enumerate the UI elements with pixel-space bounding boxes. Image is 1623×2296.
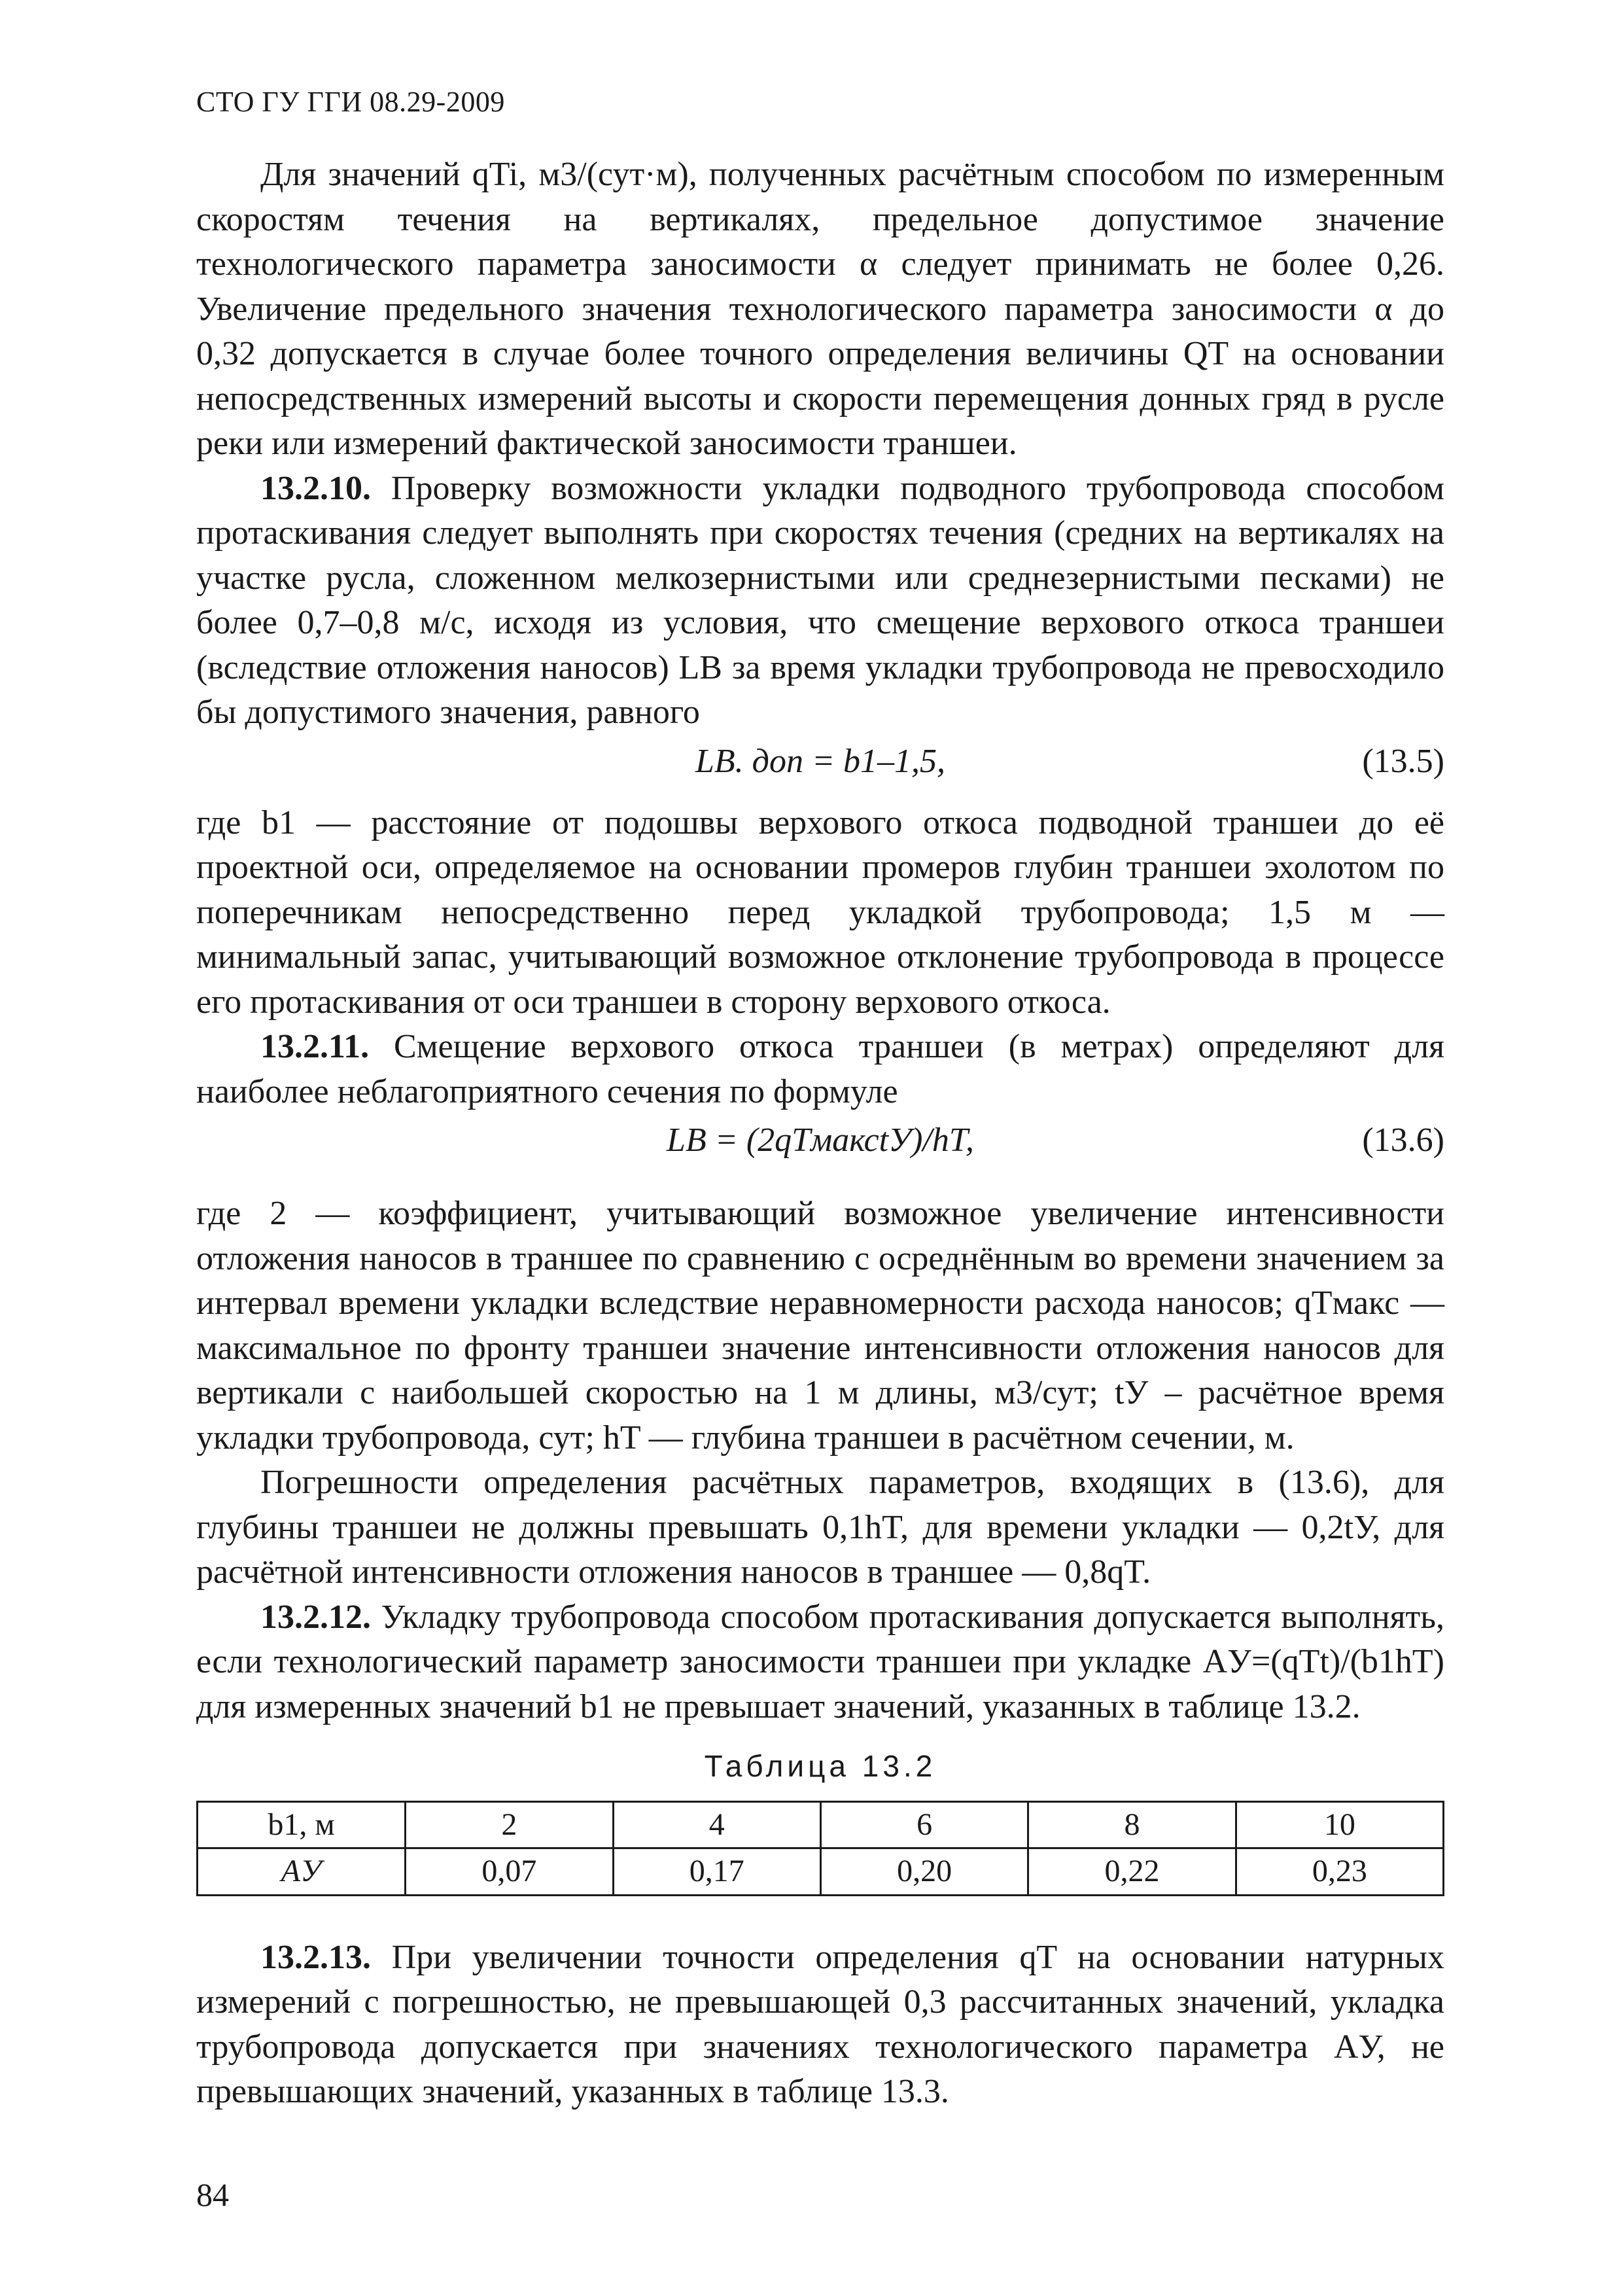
formula-13-6 — [196, 1114, 1444, 1192]
formula-expression: LB = (2qTмаксtУ)/hT, — [667, 1122, 974, 1159]
table-cell: 0,22 — [1028, 1848, 1236, 1896]
table-cell: 0,23 — [1236, 1848, 1443, 1896]
table-row — [198, 1801, 1444, 1848]
table-row-header: b1, м — [198, 1801, 406, 1848]
table-cell: 0,17 — [613, 1848, 820, 1896]
formula-expression: LB. доп = b1–1,5, — [695, 742, 946, 780]
table-13-2 — [196, 1801, 1444, 1896]
document-body — [196, 152, 1444, 2115]
table-cell: 4 — [613, 1801, 820, 1848]
section-13-2-12 — [196, 1595, 1444, 1730]
section-text: Проверку возможности укладки подводного трубопровода способом протаскивания следует выполнять при скоростях течения (средних на вертикалях на участке русла, сложенном мелкозернистыми или среднезернистыми песками) не более 0,7–0,8 м/с, исходя из условия, что смещение верхового откоса траншеи (вследствие отложения наносов) LB за время укладки трубопровода не превосходило бы допустимого значения, равного — [196, 469, 1444, 731]
section-13-2-11 — [196, 1025, 1444, 1114]
page-number: 84 — [196, 2176, 229, 2213]
section-text: При увеличении точности определения qT на основании натурных измерений с погрешностью, не превышающей 0,3 рассчитанных значений, укладка трубопровода допускается при значениях технологического параметра AУ, не превышающих значений, указанных в таблице 13.3. — [196, 1938, 1444, 2110]
formula-number: (13.5) — [1362, 742, 1444, 780]
formula-number: (13.6) — [1362, 1122, 1444, 1159]
table-cell: 0,07 — [406, 1848, 613, 1896]
formula-13-5 — [196, 735, 1444, 801]
spacer — [196, 1896, 1444, 1935]
paragraph-errors: Погрешности определения расчётных параметров, входящих в (13.6), для глубины траншеи не должны превышать 0,1hT, для времени укладки — 0,2tУ, для расчётной интенсивности отложения наносов в траншее — 0,8qT. — [196, 1464, 1444, 1591]
section-text: Укладку трубопровода способом протаскивания допускается выполнять, если технологический параметр заносимости траншеи при укладке AУ=(qTt)/(b1hT) для измеренных значений b1 не превышает значений, указанных в таблице 13.2. — [196, 1598, 1444, 1725]
table-cell: 10 — [1236, 1801, 1443, 1848]
section-13-2-10 — [196, 467, 1444, 735]
section-number: 13.2.13. — [260, 1938, 371, 1976]
table-cell: 6 — [820, 1801, 1028, 1848]
table-cell: 0,20 — [820, 1848, 1028, 1896]
section-number: 13.2.10. — [260, 469, 371, 507]
table-row — [198, 1848, 1444, 1896]
table-cell: 8 — [1028, 1801, 1236, 1848]
paragraph-b1-definition: где b1 — расстояние от подошвы верхового откоса подводной траншеи до её проектной оси, определяемое на основании промеров глубин траншеи эхолотом по поперечникам непосредственно перед укладкой трубопровода; 1,5 м — минимальный запас, учитывающий возможное отклонение трубопровода в процессе его протаскивания от оси траншеи в сторону верхового откоса. — [196, 804, 1444, 1021]
section-13-2-13 — [196, 1935, 1444, 2115]
section-number: 13.2.12. — [260, 1598, 371, 1636]
section-number: 13.2.11. — [260, 1028, 370, 1065]
table-row-header: AУ — [198, 1848, 406, 1896]
section-text: Смещение верхового откоса траншеи (в метрах) определяют для наиболее неблагоприятного сечения по формуле — [196, 1028, 1444, 1110]
document-header: СТО ГУ ГГИ 08.29-2009 — [196, 86, 505, 118]
table-cell: 2 — [406, 1801, 613, 1848]
paragraph-coefficient-definition: где 2 — коэффициент, учитывающий возможное увеличение интенсивности отложения наносов в траншее по сравнению с осреднённым во времени значением за интервал времени укладки вследствие неравномерности расхода наносов; qTмакс — максимальное по фронту траншеи значение интенсивности отложения наносов для вертикали с наибольшей скоростью на 1 м длины, м3/сут; tУ – расчётное время укладки трубопровода, сут; hT — глубина траншеи в расчётном сечении, м. — [196, 1195, 1444, 1457]
table-caption: Таблица 13.2 — [704, 1749, 937, 1783]
paragraph-qt-values: Для значений qTi, м3/(сут·м), полученных расчётным способом по измеренным скоростям течения на вертикалях, предельное допустимое значение технологического параметра заносимости α следует принимать не более 0,26. Увеличение предельного значения технологического параметра заносимости α до 0,32 допускается в случае более точного определения величины QT на основании непосредственных измерений высоты и скорости перемещения донных гряд в русле реки или измерений фактической заносимости траншеи. — [196, 156, 1444, 462]
